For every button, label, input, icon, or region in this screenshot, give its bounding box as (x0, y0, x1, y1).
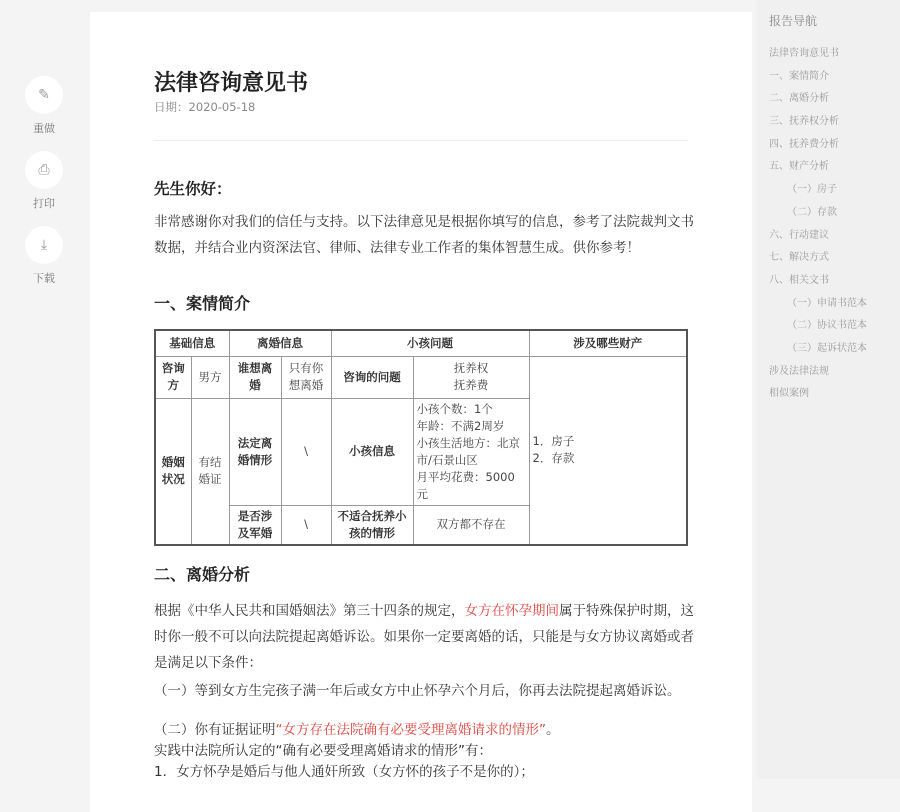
child-info-line: 年龄：不满2周岁 (416, 418, 505, 433)
print-icon: ⎙ (25, 151, 63, 189)
table-cell: 有结婚证 (191, 398, 229, 545)
section-heading-divorce: 二、离婚分析 (154, 565, 251, 584)
nav-item[interactable]: 六、行动建议 (769, 229, 829, 241)
tool-sidebar (24, 76, 64, 301)
nav-item[interactable]: 七、解决方式 (769, 252, 829, 264)
table-header: 涉及哪些财产 (529, 330, 687, 356)
text: 实践中法院所认定的“确有必要受理离婚请求的情形”有： (154, 743, 492, 759)
nav-item[interactable]: 三、抚养权分析 (769, 116, 839, 128)
nav-item[interactable]: （一）申请书范本 (787, 297, 867, 309)
text: 1．女方怀孕是婚后与他人通奸所致（女方怀的孩子不是你的）； (154, 764, 534, 780)
text: （二）你有证据证明 (154, 722, 276, 738)
table-cell: 是否涉及军婚 (229, 505, 281, 545)
table-cell: 只有你想离婚 (281, 356, 331, 398)
nav-item[interactable]: 一、案情简介 (769, 70, 829, 82)
nav-item[interactable]: （二）协议书范本 (787, 320, 867, 332)
table-cell: 法定离婚情形 (229, 398, 281, 505)
table-cell (413, 356, 529, 398)
report-navigation (757, 0, 900, 779)
table-cell: 双方都不存在 (413, 505, 529, 545)
table-header: 小孩问题 (331, 330, 529, 356)
nav-item[interactable]: 五、财产分析 (769, 161, 829, 173)
download-button[interactable]: ⤓ 下载 (24, 226, 64, 286)
highlight-text: 女方在怀孕期间 (464, 603, 559, 619)
condition-2 (154, 720, 694, 783)
redo-button[interactable]: ✎ 重做 (24, 76, 64, 136)
table-cell: 男方 (191, 356, 229, 398)
table-header: 离婚信息 (229, 330, 331, 356)
property-item: 1．房子 (532, 434, 575, 448)
table-cell: 不适合抚养小孩的情形 (331, 505, 413, 545)
nav-item[interactable]: 涉及法律法规 (769, 365, 829, 377)
text: 根据《中华人民共和国婚姻法》第三十四条的规定， (154, 603, 465, 619)
child-info-line: 月平均花费：5000元 (416, 469, 515, 501)
table-header: 基础信息 (155, 330, 229, 356)
table-cell-child-info (413, 398, 529, 505)
nav-item[interactable]: 相似案例 (769, 388, 809, 400)
table-cell: \ (281, 398, 331, 505)
divorce-paragraph (154, 598, 694, 676)
nav-item[interactable]: （二）存款 (787, 206, 837, 218)
highlight-text: “女方存在法院确有必要受理离婚请求的情形” (275, 722, 546, 738)
question-value: 抚养费 (453, 378, 489, 392)
table-cell: 婚姻状况 (155, 398, 191, 545)
child-info-line: 小孩个数：1个 (416, 401, 493, 416)
table-cell: 咨询的问题 (331, 356, 413, 398)
property-item: 2．存款 (532, 451, 575, 465)
text: 属于特殊保护时期，这时你一般不可以向法院提起离婚诉讼。如果你一定要离婚的话，只能是与女方协议离婚或者是满足以下条件： (154, 603, 694, 671)
print-button[interactable]: ⎙ 打印 (24, 151, 64, 211)
document-date: 日期：2020-05-18 (154, 100, 256, 114)
greeting: 先生你好： (154, 180, 232, 198)
table-cell: 谁想离婚 (229, 356, 281, 398)
nav-item[interactable]: 法律咨询意见书 (769, 48, 839, 59)
table-cell: 咨询方 (155, 356, 191, 398)
case-table (154, 329, 688, 546)
nav-item[interactable]: 四、抚养费分析 (769, 138, 839, 150)
table-cell-property (529, 356, 687, 545)
intro-paragraph: 非常感谢你对我们的信任与支持。以下法律意见是根据你填写的信息，参考了法院裁判文书数据，并结合业内资深法官、律师、法律专业工作者的集体智慧生成。供你参考！ (154, 214, 694, 256)
condition-1: （一）等到女方生完孩子满一年后或女方中止怀孕六个月后，你再去法院提起离婚诉讼。 (154, 683, 681, 699)
text: 。 (546, 722, 560, 738)
table-cell: \ (281, 505, 331, 545)
nav-item[interactable]: （一）房子 (787, 184, 837, 196)
edit-icon: ✎ (25, 76, 63, 114)
document-panel (90, 12, 752, 812)
section-heading-case: 一、案情简介 (154, 294, 251, 313)
nav-item[interactable]: 二、离婚分析 (769, 93, 829, 105)
divider (154, 140, 688, 141)
download-icon: ⤓ (25, 226, 63, 264)
table-cell: 小孩信息 (331, 398, 413, 505)
nav-header: 报告导航 (769, 14, 818, 28)
nav-item[interactable]: （三）起诉状范本 (787, 342, 867, 354)
question-value: 抚养权 (453, 361, 489, 375)
page-title: 法律咨询意见书 (154, 71, 309, 96)
nav-item[interactable]: 八、相关文书 (769, 274, 829, 286)
child-info-line: 小孩生活地方：北京市/石景山区 (416, 435, 520, 467)
